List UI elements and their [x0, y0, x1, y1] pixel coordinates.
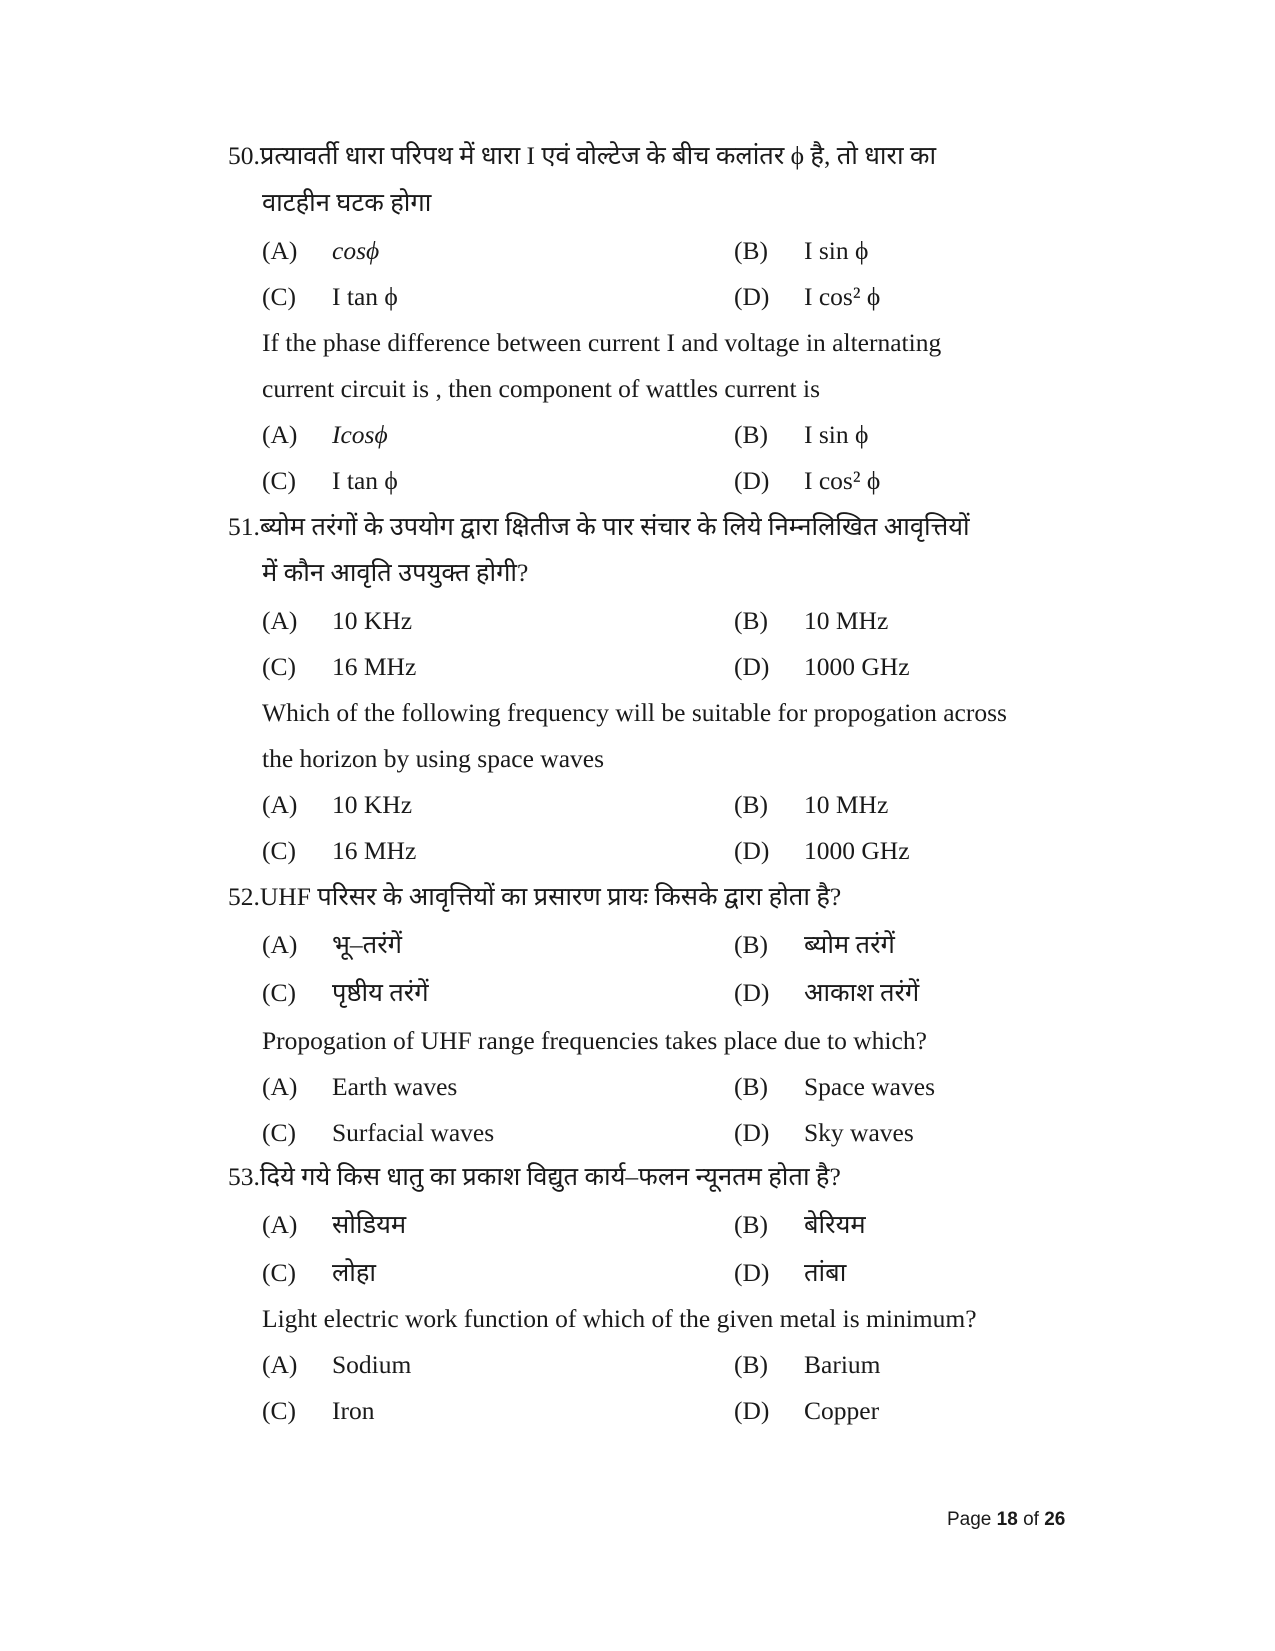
question-53-hindi-option-d: (D) तांबा	[734, 1258, 847, 1287]
question-51-hindi-option-d: (D) 1000 GHz	[734, 652, 910, 681]
question-51-english-option-b: (B) 10 MHz	[734, 790, 889, 819]
question-52-hindi-option-b: (B) ब्योम तरंगें	[734, 930, 895, 959]
question-53-english-option-c: (C) Iron	[262, 1396, 375, 1425]
question-53-hindi-option-a: (A) सोडियम	[262, 1210, 407, 1239]
question-51-hindi-option-a: (A) 10 KHz	[262, 606, 413, 635]
question-52-hindi-line-1: 52.UHF परिसर के आवृत्तियों का प्रसारण प्रायः किसके द्वारा होता है?	[228, 882, 842, 911]
question-53-english-option-d: (D) Copper	[734, 1396, 880, 1425]
question-50-hindi-option-d: (D) I cos² ϕ	[734, 282, 881, 311]
question-51-hindi-line-1: 51.ब्योम तरंगों के उपयोग द्वारा क्षितीज के पार संचार के लिये निम्नलिखित आवृत्तियों	[228, 512, 970, 541]
question-53-hindi-option-c: (C) लोहा	[262, 1258, 377, 1287]
question-53-hindi-option-b: (B) बेरियम	[734, 1210, 866, 1239]
total-pages: 26	[1044, 1509, 1066, 1530]
question-53-english-line-1: Light electric work function of which of the given metal is minimum?	[262, 1304, 977, 1333]
question-50-english-option-b: (B) I sin ϕ	[734, 420, 869, 449]
question-52-english-line-1: Propogation of UHF range frequencies takes place due to which?	[262, 1026, 927, 1055]
question-50-hindi-option-a: (A) cosϕ	[262, 236, 380, 265]
question-52-hindi-option-a: (A) भू–तरंगें	[262, 930, 402, 959]
question-50-english-line-1: If the phase difference between current I and voltage in alternating	[262, 328, 942, 357]
question-50-hindi-option-b: (B) I sin ϕ	[734, 236, 869, 265]
question-51-hindi-line-2: में कौन आवृति उपयुक्त होगी?	[262, 558, 529, 587]
question-number: 52.	[228, 882, 260, 911]
question-50-hindi-line-1: 50.प्रत्यावर्ती धारा परिपथ में धारा I एवं वोल्टेज के बीच कलांतर ϕ है, तो धारा का	[228, 141, 937, 170]
question-50-english-option-d: (D) I cos² ϕ	[734, 466, 881, 495]
question-51-hindi-option-b: (B) 10 MHz	[734, 606, 889, 635]
page-prefix: Page	[947, 1509, 992, 1530]
question-50-hindi-option-c: (C) I tan ϕ	[262, 282, 398, 311]
question-number: 50.	[228, 141, 260, 170]
question-51-english-option-a: (A) 10 KHz	[262, 790, 413, 819]
current-page: 18	[996, 1509, 1018, 1530]
page-separator: of	[1023, 1509, 1039, 1530]
question-number: 51.	[228, 512, 260, 541]
question-53-english-option-a: (A) Sodium	[262, 1350, 412, 1379]
question-51-hindi-option-c: (C) 16 MHz	[262, 652, 417, 681]
question-53-hindi-line-1: 53.दिये गये किस धातु का प्रकाश विद्युत कार्य–फलन न्यूनतम होता है?	[228, 1162, 841, 1191]
question-51-english-line-1: Which of the following frequency will be suitable for propogation across	[262, 698, 1007, 727]
question-53-english-option-b: (B) Barium	[734, 1350, 881, 1379]
question-number: 53.	[228, 1162, 260, 1191]
question-50-english-option-c: (C) I tan ϕ	[262, 466, 398, 495]
question-51-english-line-2: the horizon by using space waves	[262, 744, 605, 773]
question-51-english-option-d: (D) 1000 GHz	[734, 836, 910, 865]
question-50-hindi-line-2: वाटहीन घटक होगा	[262, 188, 432, 217]
question-50-english-option-a: (A) Icosϕ	[262, 420, 388, 449]
question-52-english-option-d: (D) Sky waves	[734, 1118, 914, 1147]
question-52-english-option-a: (A) Earth waves	[262, 1072, 458, 1101]
question-52-hindi-option-d: (D) आकाश तरंगें	[734, 978, 920, 1007]
question-50-english-line-2: current circuit is , then component of wattles current is	[262, 374, 820, 403]
question-52-english-option-c: (C) Surfacial waves	[262, 1118, 495, 1147]
question-52-hindi-option-c: (C) पृष्ठीय तरंगें	[262, 978, 429, 1007]
page-number-footer	[947, 1508, 1065, 1532]
question-51-english-option-c: (C) 16 MHz	[262, 836, 417, 865]
question-52-english-option-b: (B) Space waves	[734, 1072, 935, 1101]
